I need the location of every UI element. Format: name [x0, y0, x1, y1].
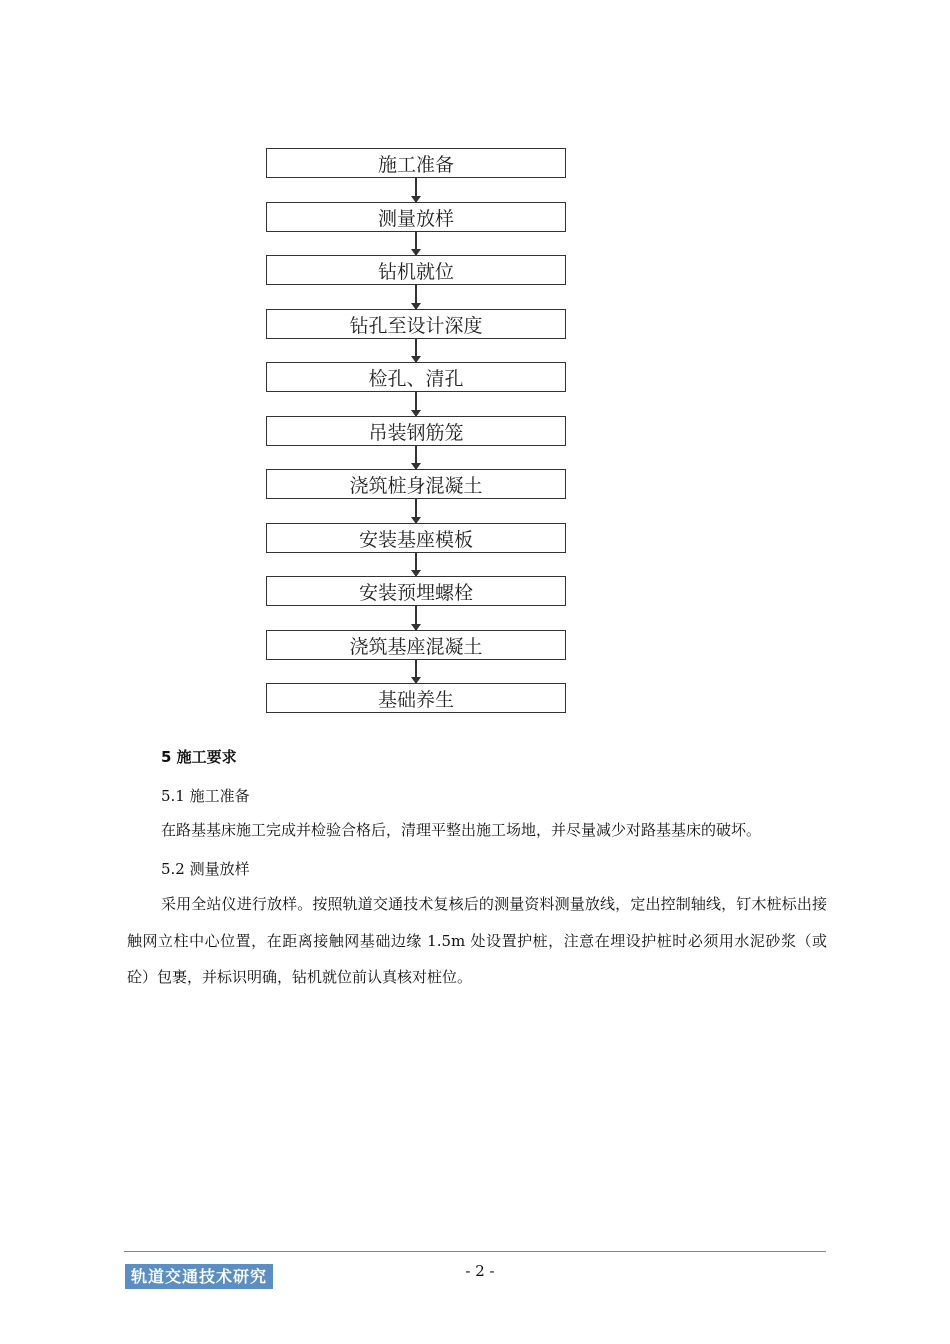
flow-step: 施工准备	[266, 148, 566, 178]
flow-arrow	[415, 392, 417, 416]
flow-step: 浇筑基座混凝土	[266, 630, 566, 660]
flow-step: 基础养生	[266, 683, 566, 713]
flow-step: 检孔、清孔	[266, 362, 566, 392]
page-number: - 2 -	[465, 1262, 495, 1280]
flow-arrow	[415, 553, 417, 576]
flow-step: 吊装钢筋笼	[266, 416, 566, 446]
paragraph-prep: 在路基基床施工完成并检验合格后，清理平整出施工场地，并尽量减少对路基基床的破坏。	[161, 821, 762, 839]
flow-arrow	[415, 499, 417, 523]
flow-arrow	[415, 285, 417, 309]
flow-arrow	[415, 339, 417, 362]
flow-arrow	[415, 606, 417, 630]
flow-arrow	[415, 232, 417, 255]
flow-step: 测量放样	[266, 202, 566, 232]
section-heading: 5 施工要求	[161, 748, 237, 766]
footer-logo: 轨道交通技术研究	[125, 1264, 273, 1289]
footer-divider	[124, 1251, 826, 1252]
paragraph-survey: 采用全站仪进行放样。按照轨道交通技术复核后的测量资料测量放线，定出控制轴线，钉木桩标出接触网立柱中心位置，在距离接触网基础边缘 1.5m 处设置护桩，注意在埋设护桩时必须用水泥砂浆（或砼）包裹，并标识明确，钻机就位前认真核对桩位。	[127, 895, 827, 986]
flow-step: 钻孔至设计深度	[266, 309, 566, 339]
flow-step: 安装基座模板	[266, 523, 566, 553]
flow-arrow	[415, 178, 417, 202]
flow-arrow	[415, 660, 417, 683]
flow-arrow	[415, 446, 417, 469]
subsection-title-prep: 5.1 施工准备	[161, 787, 250, 805]
flow-step: 钻机就位	[266, 255, 566, 285]
flow-step: 安装预埋螺栓	[266, 576, 566, 606]
flow-step: 浇筑桩身混凝土	[266, 469, 566, 499]
subsection-title-survey: 5.2 测量放样	[161, 860, 250, 878]
